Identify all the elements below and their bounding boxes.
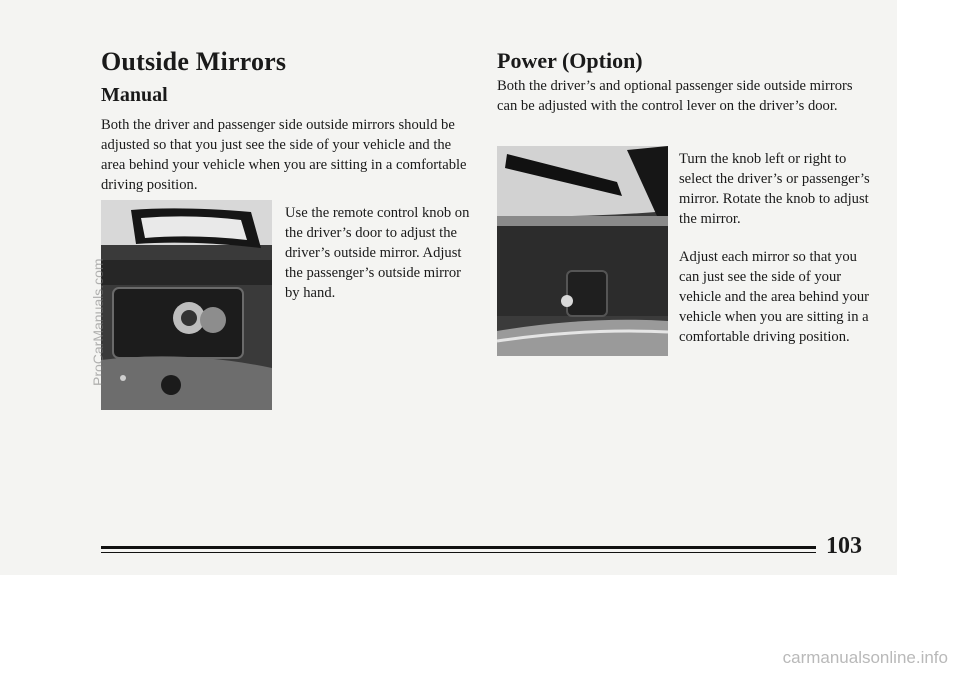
section-heading-manual: Manual <box>101 84 168 106</box>
remote-control-paragraph: Use the remote control knob on the driver’s door to adjust the driver’s outside mirror. Adjust the passenger’s outside mirror by hand. <box>285 205 470 301</box>
turn-knob-paragraph: Turn the knob left or right to select the driver’s or passenger’s mirror. Rotate the knob to adjust the mirror. <box>679 151 870 227</box>
page-number: 103 <box>826 533 862 559</box>
page-title: Outside Mirrors <box>101 47 287 76</box>
power-intro-paragraph: Both the driver’s and optional passenger side outside mirrors can be adjusted with the control lever on the driver’s door. <box>497 78 853 114</box>
site-credit-link[interactable]: carmanualsonline.info <box>782 648 948 667</box>
footer-rule-thick <box>101 546 816 549</box>
section-heading-power-option: Power (Option) <box>497 48 643 73</box>
manual-mirror-control-photo <box>101 200 272 410</box>
adjust-mirror-paragraph: Adjust each mirror so that you can just see the side of your vehicle and the area behind your vehicle when you are sitting in a comfortable driving position. <box>679 249 870 345</box>
manual-intro-paragraph: Both the driver and passenger side outside mirrors should be adjusted so that you just see the side of your vehicle and the area behind your vehicle when you are sitting in a comfortable driving position. <box>101 117 467 193</box>
watermark-text: ProCarManuals.com <box>90 258 106 386</box>
footer-rule-thin <box>101 552 816 553</box>
power-mirror-control-photo <box>497 146 668 356</box>
